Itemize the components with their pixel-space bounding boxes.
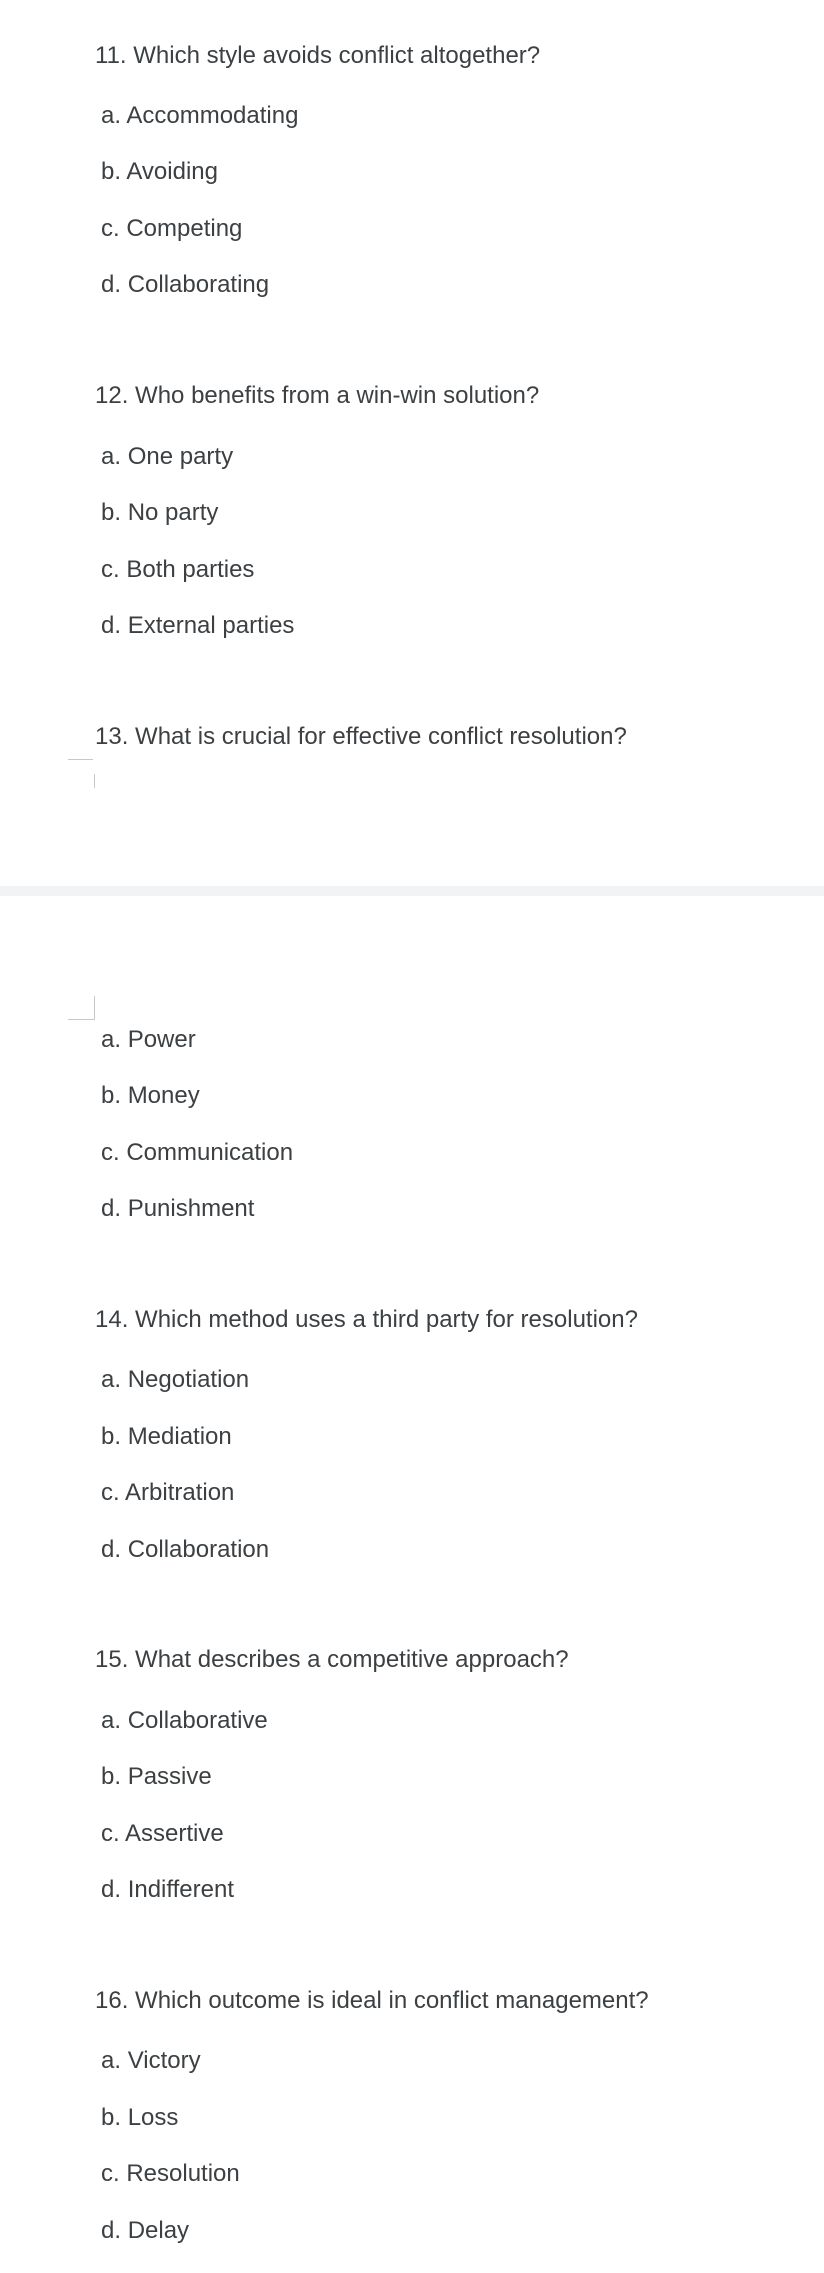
question-14-option-b: b. Mediation: [101, 1423, 232, 1450]
crop-mark-horizontal-top: [68, 1019, 95, 1020]
question-15-option-c: c. Assertive: [101, 1820, 224, 1847]
question-13: 13. What is crucial for effective conflict resolution?: [95, 723, 627, 750]
question-12: 12. Who benefits from a win-win solution?: [95, 382, 540, 409]
question-11: 11. Which style avoids conflict altogether?: [95, 42, 541, 69]
question-16-option-c: c. Resolution: [101, 2160, 240, 2187]
question-15-option-b: b. Passive: [101, 1763, 212, 1790]
question-14-option-c: c. Arbitration: [101, 1479, 235, 1506]
document-page-1: [0, 0, 824, 886]
question-12-option-b: b. No party: [101, 499, 219, 526]
question-11-option-a: a. Accommodating: [101, 102, 299, 129]
crop-mark-vertical-top: [94, 996, 95, 1020]
question-16-option-b: b. Loss: [101, 2104, 179, 2131]
question-11-option-d: d. Collaborating: [101, 271, 270, 298]
crop-mark-horizontal: [68, 759, 93, 760]
question-14-option-a: a. Negotiation: [101, 1366, 250, 1393]
question-16-option-d: d. Delay: [101, 2217, 190, 2244]
question-13-option-b: b. Money: [101, 1082, 200, 1109]
question-16-option-a: a. Victory: [101, 2047, 201, 2074]
question-11-option-b: b. Avoiding: [101, 158, 218, 185]
question-12-option-a: a. One party: [101, 443, 234, 470]
question-15-option-d: d. Indifferent: [101, 1876, 234, 1903]
page-break: [0, 886, 824, 896]
question-15: 15. What describes a competitive approach?: [95, 1646, 569, 1673]
question-13-option-c: c. Communication: [101, 1139, 294, 1166]
question-14-option-d: d. Collaboration: [101, 1536, 270, 1563]
document-page-2: [0, 896, 824, 2273]
question-12-option-d: d. External parties: [101, 612, 295, 639]
question-12-option-c: c. Both parties: [101, 556, 255, 583]
question-16: 16. Which outcome is ideal in conflict management?: [95, 1987, 649, 2014]
question-14: 14. Which method uses a third party for resolution?: [95, 1306, 638, 1333]
question-13-option-d: d. Punishment: [101, 1195, 255, 1222]
question-15-option-a: a. Collaborative: [101, 1707, 268, 1734]
question-13-option-a: a. Power: [101, 1026, 196, 1053]
crop-mark-vertical: [94, 774, 95, 788]
question-11-option-c: c. Competing: [101, 215, 243, 242]
